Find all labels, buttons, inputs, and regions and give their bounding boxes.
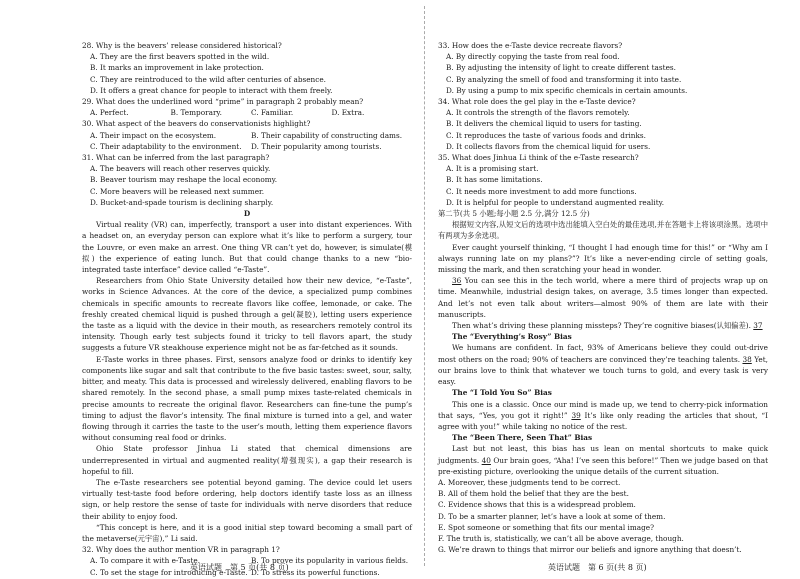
option: B. It delivers the chemical liquid to users for tasting. (446, 119, 642, 129)
option: F. The truth is, statistically, we can’t all be above average, though. (438, 533, 684, 543)
left-page (82, 40, 412, 578)
question-31: 31. What can be inferred from the last paragraph? (82, 153, 270, 163)
paragraph-text: It’s like only reading the articles that shout, “I agree with you!” while taking no notice of the rest. (438, 410, 768, 431)
passage-paragraph (438, 399, 768, 433)
section-heading: D (243, 209, 251, 219)
bias-heading: The “Been There, Seen That” Bias (452, 433, 593, 443)
passage-paragraph (438, 342, 768, 387)
option: A. They are the first beavers spotted in the wild. (90, 52, 270, 62)
passage-paragraph: Ever caught yourself thinking, “I thought I had enough time for this!” or “Why am I always running late on my plans?”? It’s like a never-ending circle of setting goals, missing the mark, and then scratching your head in wonder. (438, 242, 768, 275)
option: A. It is a promising start. (446, 164, 539, 174)
paragraph-text: You can see this in the tech world, where a mere third of projects wrap up on time. Meanwhile, industrial design takes, on average, 3.5 times longer than expected. And let’s not even talk about writers—almost 90% of them are late with their manuscripts. (438, 276, 768, 319)
option: A. To compare it with e-Taste. (90, 556, 201, 566)
blank-40[interactable]: 40 (481, 455, 491, 465)
right-page (438, 40, 768, 555)
option: B. Beaver tourism may reshape the local economy. (90, 175, 278, 185)
paragraph-text: Our brain goes, “Aha! I’ve seen this before!” Then we judge based on that pre-existing picture, overlooking the unique details of the current situation. (438, 455, 768, 476)
passage-paragraph: Virtual reality (VR) can, imperfectly, transport a user into distant experiences. With a headset on, an everyday person can explore what it’s like to perform a surgery, tour the Louvre, or even make an arrest. One thing VR can’t yet do, however, is simulate(模拟) the experience of eating lunch. But that could change thanks to a new “bio-integrated taste interface” device called “e-Taste”. (82, 220, 412, 275)
question-32: 32. Why does the author mention VR in paragraph 1? (82, 545, 280, 555)
option: D. Their popularity among tourists. (251, 141, 382, 151)
paragraph-text: Last but not least, this bias has us lean on mental shortcuts to make quick judgments. (438, 444, 768, 465)
option: C. Familiar. (251, 108, 294, 118)
option: D. It offers a great chance for people to interact with them freely. (90, 85, 333, 95)
option: A. By directly copying the taste from real food. (446, 52, 620, 62)
paragraph-text: This one is a classic. Once our mind is made up, we tend to cherry-pick information that says, “Yes, you got it right!” (438, 399, 768, 420)
option: D. It is helpful for people to understand augmented reality. (446, 197, 665, 207)
paragraph-text: We humans are confident. In fact, 93% of Americans believe they could out-drive most others on the road; 90% of teachers are convinced they’re teaching talents. (438, 343, 768, 364)
page-footer: 英语试题 第 5 页(共 8 页) (190, 563, 289, 572)
option: A. Their impact on the ecosystem. (90, 130, 217, 140)
option: C. It needs more investment to add more functions. (446, 186, 637, 196)
option: C. By analyzing the smell of food and transforming it into taste. (446, 74, 682, 84)
option: A. The beavers will reach other reserves quickly. (90, 164, 271, 174)
option: D. It collects flavors from the chemical liquid for users. (446, 141, 651, 151)
option: B. It has some limitations. (446, 175, 543, 185)
blank-39[interactable]: 39 (571, 410, 581, 420)
option: D. Bucket-and-spade tourism is declining sharply. (90, 197, 274, 207)
page-divider (424, 6, 425, 566)
blank-38[interactable]: 38 (742, 354, 752, 364)
option: C. It reproduces the taste of various foods and drinks. (446, 130, 646, 140)
option: A. Perfect. (90, 108, 129, 118)
option: B. All of them hold the belief that they are the best. (438, 489, 629, 499)
option: A. It controls the strength of the flavors remotely. (446, 108, 630, 118)
option: D. Extra. (331, 108, 365, 118)
part-instructions: 根据短文内容,从短文后的选项中选出能填入空白处的最佳选项,并在答题卡上将该项涂黑。选项中有两项为多余选项。 (438, 220, 768, 241)
blank-37[interactable]: 37 (753, 321, 763, 331)
passage-paragraph: Researchers from Ohio State University detailed how their new device, “e-Taste”, works in Science Advances. At the core of the device, a specialized pump combines chemicals in specific amounts to recreate flavors like coffee, lemonade, or cake. The freshly created chemical liquid is pushed through a gel(凝胶), letting users experience the taste as a liquid with the device in their mouth, as researchers remotely control its intensity. Though early test subjects found it tricky to tell flavors apart, the study suggests a future VR steakhouse experience might not be as far-fetched as it sounds. (82, 276, 412, 353)
passage-paragraph (438, 443, 768, 477)
option: C. Their adaptability to the environment. (90, 141, 242, 151)
option: G. We’re drawn to things that mirror our beliefs and ignore anything that doesn’t. (438, 545, 742, 555)
passage-paragraph (438, 275, 768, 320)
option: B. Their capability of constructing dams. (251, 130, 403, 140)
question-28: 28. Why is the beavers’ release considered historical? (82, 41, 282, 50)
bias-heading: The “I Told You So” Bias (452, 388, 552, 398)
bias-heading: The “Everything’s Rosy” Bias (452, 332, 572, 342)
passage-paragraph (438, 320, 768, 331)
question-35: 35. What does Jinhua Li think of the e-Taste research? (438, 153, 639, 163)
paragraph-text: Then what’s driving these planning missteps? They’re cognitive biases(认知偏差). (452, 321, 751, 331)
option: E. Spot someone or something that fits our mental image? (438, 522, 654, 532)
option: C. More beavers will be released next summer. (90, 186, 265, 196)
option: D. By using a pump to mix specific chemicals in certain amounts. (446, 85, 688, 95)
option: B. By adjusting the intensity of light to create different tastes. (446, 63, 676, 73)
blank-36[interactable]: 36 (452, 276, 462, 286)
options-row (82, 141, 412, 152)
option: B. It marks an improvement in lake protection. (90, 63, 264, 73)
part-title: 第二节(共 5 小题;每小题 2.5 分,满分 12.5 分) (438, 209, 590, 219)
question-29: 29. What does the underlined word “prime” in paragraph 2 probably mean? (82, 97, 364, 107)
passage-paragraph: “This concept is here, and it is a good initial step toward becoming a small part of the metaverse(元宇宙),” Li said. (82, 522, 412, 543)
passage-paragraph: Ohio State professor Jinhua Li stated that chemical dimensions are underrepresented in virtual and augmented reality(增强现实), a gap their research is hopeful to fill. (82, 444, 412, 476)
option: B. To prove its popularity in various fields. (251, 556, 409, 566)
option: C. To set the stage for introducing e-Taste. (90, 567, 248, 577)
options-row (82, 130, 412, 141)
page-footer: 英语试题 第 6 页(共 8 页) (548, 563, 647, 572)
question-34: 34. What role does the gel play in the e-Taste device? (438, 97, 636, 107)
options-row (82, 107, 412, 118)
passage-paragraph: E-Taste works in three phases. First, sensors analyze food or drinks to identify key components like sugar and salt that contribute to the five basic tastes: sweet, sour, salty, bitter, and meaty. This data is processed and wirelessly delivered, enabling flavors to be shared remotely. In the second phase, a small pump mixes taste-related chemicals in precise amounts to recreate the original flavor. Researchers can fine-tune the pump’s timing to adjust the flavor’s intensity. The final mixture is turned into a gel, and water flowing through it carries the taste to the user’s mouth, letting them experience flavors without consuming real food or drinks. (82, 354, 412, 443)
option: D. To stress its powerful functions. (251, 567, 380, 577)
option: A. Moreover, these judgments tend to be correct. (438, 477, 621, 487)
option: C. They are reintroduced to the wild after centuries of absence. (90, 74, 326, 84)
option: D. To be a smarter planner, let’s have a look at some of them. (438, 511, 666, 521)
paragraph-text: Yet, our brains love to think that whatever we touch turns to gold, and every task is very easy. (438, 354, 768, 387)
question-33: 33. How does the e-Taste device recreate flavors? (438, 41, 623, 50)
option: B. Temporary. (170, 108, 222, 118)
question-30: 30. What aspect of the beavers do conservationists highlight? (82, 119, 311, 129)
option: C. Evidence shows that this is a widespread problem. (438, 500, 636, 510)
passage-paragraph: The e-Taste researchers see potential beyond gaming. The device could let users virtually test-taste food before ordering, help doctors identify taste loss as an illness sign, or help restore the sense of taste for individuals with nerve disorders that reduce their ability to enjoy food. (82, 477, 412, 521)
